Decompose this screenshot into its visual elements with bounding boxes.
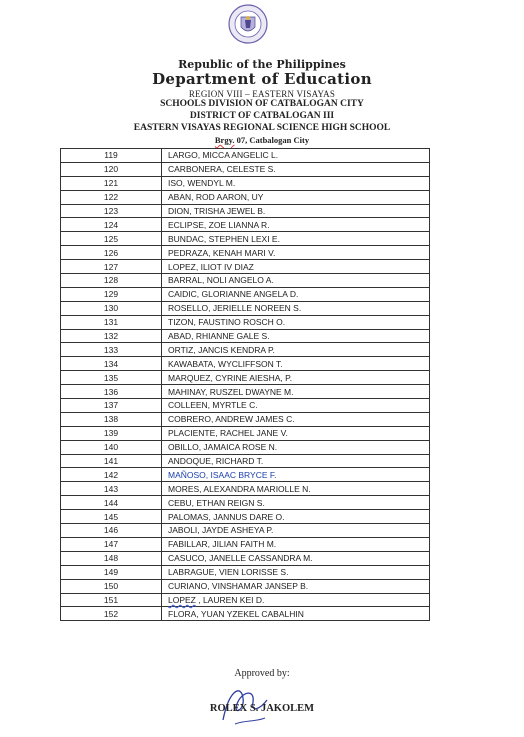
header-school: EASTERN VISAYAS REGIONAL SCIENCE HIGH SCHOOL xyxy=(133,123,391,133)
student-name: FLORA, YUAN YZEKEL CABALHIN xyxy=(162,607,430,621)
approved-by-label: Approved by: xyxy=(234,668,290,679)
header-department: Department of Education xyxy=(152,70,372,88)
row-number: 142 xyxy=(61,468,162,482)
table-row xyxy=(61,218,430,232)
row-number: 126 xyxy=(61,246,162,260)
table-row xyxy=(61,579,430,593)
row-number: 148 xyxy=(61,551,162,565)
student-name: CURIANO, VINSHAMAR JANSEP B. xyxy=(162,579,430,593)
student-name: OBILLO, JAMAICA ROSE N. xyxy=(162,440,430,454)
student-name: FABILLAR, JILIAN FAITH M. xyxy=(162,537,430,551)
table-row xyxy=(61,246,430,260)
row-number: 149 xyxy=(61,565,162,579)
row-number: 131 xyxy=(61,315,162,329)
deped-seal-icon xyxy=(228,2,268,48)
student-name: ECLIPSE, ZOE LIANNA R. xyxy=(162,218,430,232)
table-row xyxy=(61,426,430,440)
row-number: 151 xyxy=(61,593,162,607)
table-row xyxy=(61,454,430,468)
row-number: 134 xyxy=(61,357,162,371)
row-number: 120 xyxy=(61,162,162,176)
table-row xyxy=(61,329,430,343)
student-name: CARBONERA, CELESTE S. xyxy=(162,162,430,176)
table-row xyxy=(61,440,430,454)
row-number: 119 xyxy=(61,149,162,163)
student-name: PLACIENTE, RACHEL JANE V. xyxy=(162,426,430,440)
table-row xyxy=(61,204,430,218)
table-row xyxy=(61,593,430,607)
table-row xyxy=(61,274,430,288)
student-name: ABAN, ROD AARON, UY xyxy=(162,190,430,204)
student-name: BUNDAC, STEPHEN LEXI E. xyxy=(162,232,430,246)
table-row xyxy=(61,190,430,204)
header-division: SCHOOLS DIVISION OF CATBALOGAN CITY xyxy=(160,99,364,109)
table-row xyxy=(61,149,430,163)
table-row xyxy=(61,301,430,315)
student-name: PEDRAZA, KENAH MARI V. xyxy=(162,246,430,260)
row-number: 125 xyxy=(61,232,162,246)
student-name: LOPEZ, ILIOT IV DIAZ xyxy=(162,260,430,274)
table-row xyxy=(61,510,430,524)
row-number: 127 xyxy=(61,260,162,274)
signer-name: ROLEX S. JAKOLEM xyxy=(209,703,315,714)
student-name: PALOMAS, JANNUS DARE O. xyxy=(162,510,430,524)
student-name: JABOLI, JAYDE ASHEYA P. xyxy=(162,524,430,538)
header-district: DISTRICT OF CATBALOGAN III xyxy=(189,111,335,121)
row-number: 141 xyxy=(61,454,162,468)
row-number: 143 xyxy=(61,482,162,496)
table-row xyxy=(61,412,430,426)
table-row xyxy=(61,162,430,176)
row-number: 137 xyxy=(61,399,162,413)
table-row xyxy=(61,537,430,551)
table-row xyxy=(61,357,430,371)
student-name: MAÑOSO, ISAAC BRYCE F. xyxy=(162,468,430,482)
table-row xyxy=(61,343,430,357)
row-number: 146 xyxy=(61,524,162,538)
student-name: MARQUEZ, CYRINE AIESHA, P. xyxy=(162,371,430,385)
student-name: CEBU, ETHAN REIGN S. xyxy=(162,496,430,510)
table-row xyxy=(61,260,430,274)
student-name: LOPEZ , LAUREN KEI D. xyxy=(162,593,430,607)
student-name: CASUCO, JANELLE CASSANDRA M. xyxy=(162,551,430,565)
student-name: KAWABATA, WYCLIFFSON T. xyxy=(162,357,430,371)
table-row xyxy=(61,551,430,565)
table-row xyxy=(61,399,430,413)
student-name: ISO, WENDYL M. xyxy=(162,176,430,190)
table-row xyxy=(61,524,430,538)
student-name: LARGO, MICCA ANGELIC L. xyxy=(162,149,430,163)
header-region: REGION VIII – EASTERN VISAYAS xyxy=(188,89,336,99)
spellcheck-word: LOPEZ xyxy=(168,594,196,605)
address-brgy: Brgy. xyxy=(214,135,235,145)
student-name: COBRERO, ANDREW JAMES C. xyxy=(162,412,430,426)
row-number: 140 xyxy=(61,440,162,454)
row-number: 123 xyxy=(61,204,162,218)
student-name: DION, TRISHA JEWEL B. xyxy=(162,204,430,218)
row-number: 144 xyxy=(61,496,162,510)
row-number: 147 xyxy=(61,537,162,551)
row-number: 130 xyxy=(61,301,162,315)
student-name: MAHINAY, RUSZEL DWAYNE M. xyxy=(162,385,430,399)
row-number: 121 xyxy=(61,176,162,190)
table-row xyxy=(61,496,430,510)
table-row xyxy=(61,482,430,496)
table-row xyxy=(61,287,430,301)
table-row xyxy=(61,468,430,482)
table-row xyxy=(61,232,430,246)
address-city: 07, Catbalogan City xyxy=(234,135,310,145)
student-name: MORES, ALEXANDRA MARIOLLE N. xyxy=(162,482,430,496)
header-address xyxy=(0,135,524,145)
table-row xyxy=(61,607,430,621)
header-republic: Republic of the Philippines xyxy=(178,58,346,71)
student-name: COLLEEN, MYRTLE C. xyxy=(162,399,430,413)
student-name: LABRAGUE, VIEN LORISSE S. xyxy=(162,565,430,579)
student-name: CAIDIC, GLORIANNE ANGELA D. xyxy=(162,287,430,301)
row-number: 138 xyxy=(61,412,162,426)
student-name: ORTIZ, JANCIS KENDRA P. xyxy=(162,343,430,357)
table-row xyxy=(61,315,430,329)
student-name: TIZON, FAUSTINO ROSCH O. xyxy=(162,315,430,329)
student-name: ROSELLO, JERIELLE NOREEN S. xyxy=(162,301,430,315)
row-number: 124 xyxy=(61,218,162,232)
row-number: 139 xyxy=(61,426,162,440)
row-number: 129 xyxy=(61,287,162,301)
row-number: 136 xyxy=(61,385,162,399)
table-row xyxy=(61,371,430,385)
student-roster-table xyxy=(60,148,430,621)
table-row xyxy=(61,176,430,190)
row-number: 122 xyxy=(61,190,162,204)
row-number: 133 xyxy=(61,343,162,357)
table-row xyxy=(61,385,430,399)
student-name: ANDOQUE, RICHARD T. xyxy=(162,454,430,468)
row-number: 132 xyxy=(61,329,162,343)
row-number: 145 xyxy=(61,510,162,524)
student-name: ABAD, RHIANNE GALE S. xyxy=(162,329,430,343)
row-number: 128 xyxy=(61,274,162,288)
row-number: 150 xyxy=(61,579,162,593)
table-row xyxy=(61,565,430,579)
row-number: 135 xyxy=(61,371,162,385)
row-number: 152 xyxy=(61,607,162,621)
student-name: BARRAL, NOLI ANGELO A. xyxy=(162,274,430,288)
